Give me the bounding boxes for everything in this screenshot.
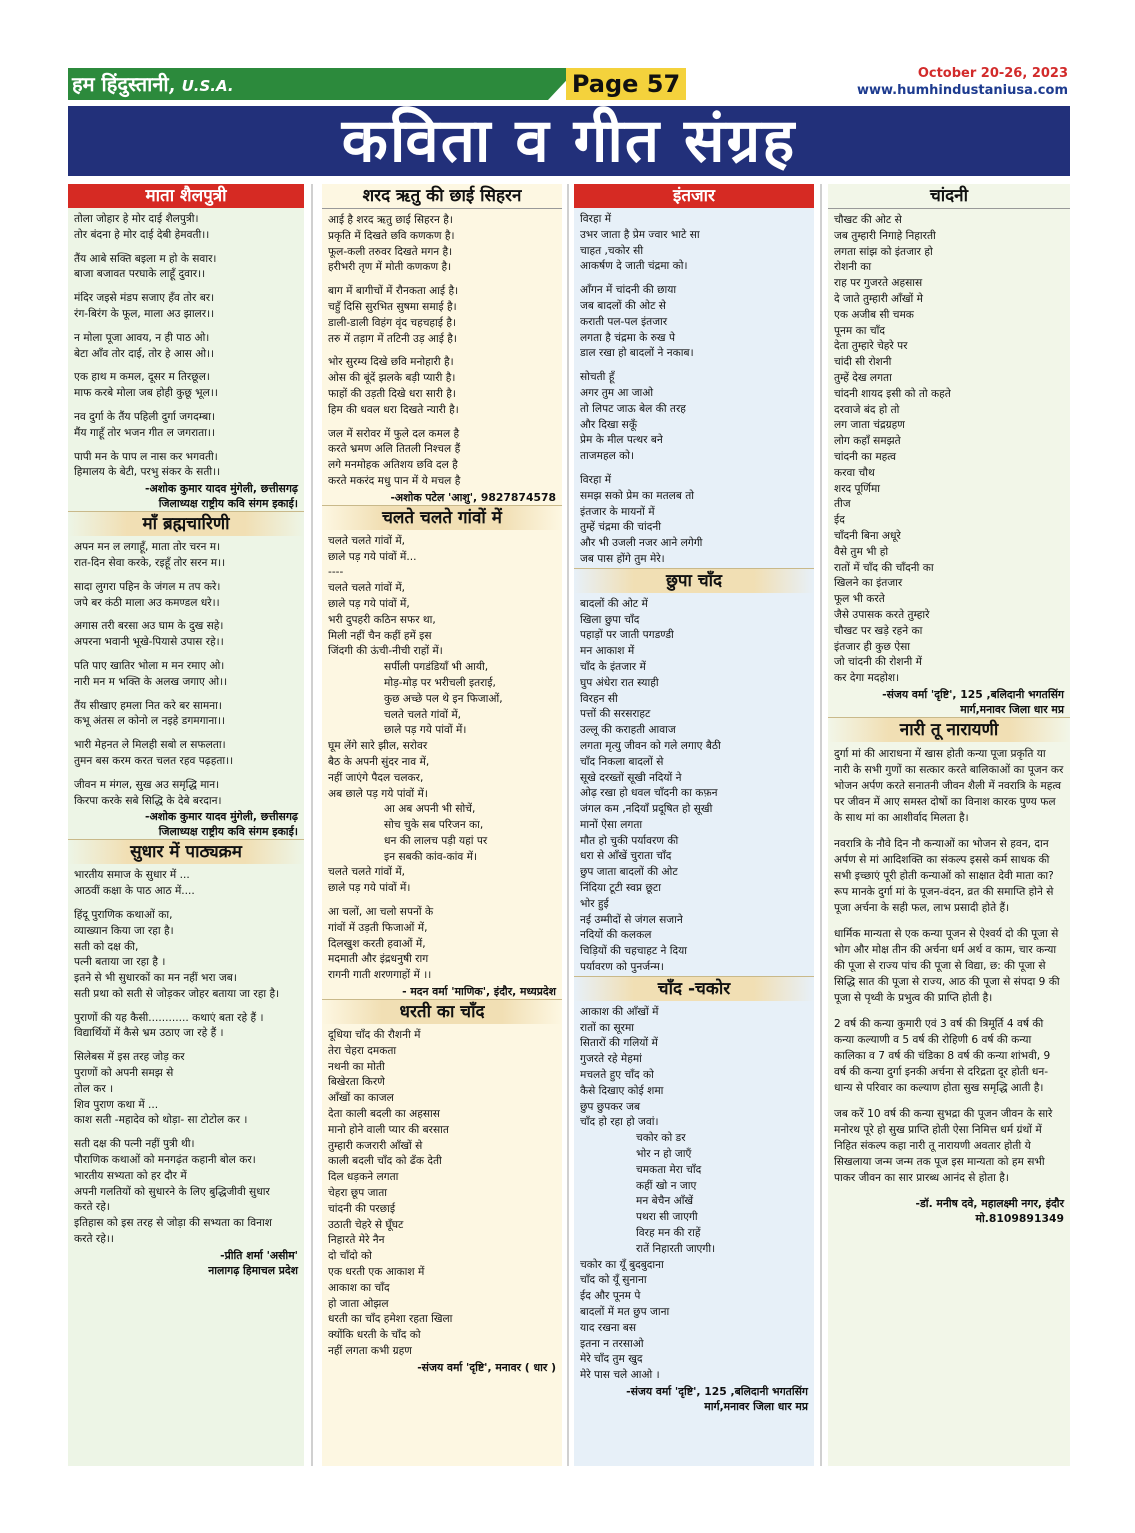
poem-line: बाजा बजावत परघाके लाहूँ दुवार।।: [74, 268, 206, 281]
poem-line: ओस की बूंदें झलके बड़ी प्यारी है।: [328, 372, 456, 385]
poem-line: ----: [328, 566, 344, 579]
poem-line: उल्लू की कराहती आवाज: [580, 724, 676, 737]
poem-line: [74, 323, 298, 331]
poem-line: अपन मन ल लगाहूँ, माता तोर चरन म।: [74, 541, 221, 554]
poem-line: कभू अंतस ल कोनो ल नइहे डगमगाना।।: [74, 715, 225, 728]
poem-line: भारी मेहनत ले मिलही सबो ल सफलता।: [74, 739, 226, 752]
poem-credit: नालागढ़ हिमाचल प्रदेश: [208, 1263, 298, 1277]
poem-line: गांवों में उड़ती फिजाओं में,: [328, 921, 428, 934]
poem-line: मन बेचैन आँखें: [636, 1195, 694, 1208]
column-1: [68, 184, 304, 1466]
poem-line: मंदिर जइसे मंडप सजाए हँव तोर बर।: [74, 292, 215, 305]
poem-line: भोर न हो जाएँ: [636, 1148, 692, 1161]
poem-line: फाहों की उड़ती दिखे धरा सारी है।: [328, 387, 456, 400]
poem-line: तेरा चेहरा दमकता: [328, 1044, 397, 1057]
poem-line: तैंय सीखाए हमला नित करे बर सामना।: [74, 699, 222, 712]
poem-line: करते रहे।।: [74, 1233, 114, 1246]
poem-body: [828, 213, 1070, 687]
poem-line: विद्यार्थियों में कैसे भ्रम उठाए जा रहे हैं ।: [74, 1027, 224, 1040]
poem-title: शरद ऋतु की छाई सिहरन: [322, 184, 562, 209]
poem-line: मानों ऐसा लगता: [580, 818, 643, 831]
poem-line: प्रकृति में दिखते छवि कणकण है।: [328, 229, 455, 242]
poem-line: आई है शरद ऋतु छाई सिहरन है।: [328, 214, 453, 226]
poem-line: हिमालय के बेटी, परभु संकर के सती।।: [74, 466, 221, 479]
article-paragraph: दुर्गा मां की आराधना में खास होती कन्या पूजा प्रकृति या नारी के सभी गुणों का सत्कार करते बालिकाओं का पूजन कर भोजन अर्पण करते सनातनी जीवन शैली में नवरात्रि के महत्व पर जीवन में आए समस्त दोषों का विनाश कारक पुण्य फल के साथ मां का आशीर्वाद मिलता है।: [834, 747, 1064, 824]
poem-line: सती को दक्ष की,: [74, 940, 139, 953]
poem-line: न मोला पूजा आवय, न ही पाठ ओ।: [74, 331, 210, 344]
poem-line: कैसे दिखाए कोई शमा: [580, 1084, 664, 1097]
poem-line: इन सबकी कांव-कांव में।: [384, 850, 477, 863]
poem-credit: -अशोक कुमार यादव मुंगेली, छत्तीसगढ़: [145, 482, 298, 496]
poem-line: जंगल कम ,नदियाँ प्रदूषित हो सूखी: [580, 803, 713, 816]
poem-line: [74, 900, 298, 908]
poem-line: कराती पल-पल इंतजार: [580, 315, 668, 328]
poem-line: आ अब अपनी भी सोचें,: [384, 803, 476, 816]
poem-line: व्याख्यान किया जा रहा है।: [74, 924, 174, 937]
website-link[interactable]: www.humhindustaniusa.com: [856, 83, 1068, 98]
poem-line: घूम लेंगे सारे झील, सरोवर: [328, 740, 428, 753]
poem-line: करते भ्रमण अलि तितली निश्चल हैं: [328, 443, 461, 456]
poem-line: सती प्रथा को सती से जोड़कर जोहर बताया जा रहा है।: [74, 987, 280, 1000]
poem-line: नदियों की कलकल: [580, 929, 652, 942]
brand-name: हम हिंदुस्तानी,: [72, 72, 176, 96]
poem-line: खिलने का इंतजार: [834, 577, 903, 590]
poem-line: चांदनी का महत्व: [834, 450, 896, 463]
poem-line: दो चाँदो को: [328, 1250, 372, 1263]
poem-body: [574, 1005, 814, 1384]
poem-line: तोल कर ।: [74, 1082, 114, 1095]
poem-line: चाहत ,चकोर सी: [580, 244, 644, 257]
poem-line: तो लिपट जाऊ बेल की तरह: [580, 402, 686, 415]
poem-line: और भी उजली नजर आने लगेगी: [580, 537, 703, 550]
poem-line: और दिखा सकूँ: [580, 418, 637, 431]
poem-line: पूनम का चाँद: [834, 324, 885, 337]
poem-line: जब बादलों की ओट से: [580, 299, 666, 312]
poem-line: मचलते हुए चाँद को: [580, 1069, 654, 1082]
poem-line: रातों का सूरमा: [580, 1021, 635, 1034]
poem-line: सोचती हूँ: [580, 371, 615, 384]
poem-line: इतिहास को इस तरह से जोड़ा की सभ्यता का विनाश: [74, 1217, 272, 1230]
poem-line: [74, 402, 298, 410]
article-paragraph: जब करें 10 वर्ष की कन्या सुभद्रा की पूजन जीवन के सारे मनोरथ पूरे हो सुख प्राप्ति होती ऐसा निमित्त धर्म ग्रंथों में निहित संकल्प कहा नारी तू नारायणी अवतार होती ये सिखलाया जन्म जन्म तक पूज इस मान्यता को हम सभी पाकर जीवन का सार प्रारब्ध आनंद से होता है।: [834, 1107, 1053, 1184]
poem-credit: -प्रीति शर्मा 'असीम': [220, 1248, 298, 1262]
poem-line: जपे बर कंठी माला अउ कमण्डल धरे।।: [74, 596, 220, 609]
poem-line: आकर्षण दे जाती चंद्रमा को।: [580, 260, 688, 273]
poem-line: राह पर गुजरते अहसास: [834, 277, 923, 290]
poem-line: [580, 465, 808, 473]
poem-line: रोशनी का: [834, 261, 872, 274]
column-divider: [311, 184, 313, 1466]
column-divider: [820, 184, 822, 1466]
poem-line: नई उम्मीदों से जंगल सजाने: [580, 913, 683, 926]
poem-line: विरह मन की राहें: [636, 1227, 701, 1240]
poem-line: विरहा में: [580, 213, 612, 225]
poem-line: मानो होने वाली प्यार की बरसात: [328, 1123, 449, 1136]
poem-line: नव दुर्गा के तैंय पहिली दुर्गा जगदम्बा।: [74, 410, 215, 423]
poem-line: चाँद को यूँ सुनाना: [580, 1274, 647, 1287]
poem-line: मैंय गाहूँ तोर भजन गीत ल जगराता।।: [74, 426, 215, 439]
poem-line: बिखेरता किरणे: [328, 1076, 385, 1089]
poem-line: एक अजीब सी चमक: [834, 308, 914, 321]
poem-line: पहाड़ों पर जाती पगडण्डी: [580, 629, 674, 642]
poem-line: माफ करबे मोला जब होही कुछू भूल।।: [74, 387, 218, 400]
poem-credit: मो.8109891349: [975, 1211, 1064, 1225]
poem-line: ईद: [834, 514, 845, 527]
page-number: Page 57: [566, 68, 686, 100]
poem-line: याद रखना बस: [580, 1321, 637, 1334]
poem-line: खिला छुपा चाँद: [580, 613, 640, 626]
poem-line: चलते चलते गांवों में,: [384, 708, 462, 721]
poem-line: चाँद के इंतजार में: [580, 660, 646, 673]
column-4: [828, 184, 1070, 1466]
poem-line: करते रहे।: [74, 1201, 110, 1214]
poem-body: [68, 868, 304, 1248]
poem-line: वैसे तुम भी हो: [834, 545, 889, 558]
poem-line: समझ सको प्रेम का मतलब तो: [580, 489, 695, 502]
poem-line: जीवन म मंगल, सुख अउ समृद्धि मान।: [74, 778, 220, 791]
poem-line: पथरा सी जाएगी: [636, 1211, 698, 1224]
poem-line: चेहरा छूप जाता: [328, 1187, 387, 1200]
poem-line: अपरना भवानी भूखे-पियासे उपास रहे।।: [74, 636, 224, 649]
poem-title: नारी तू नारायणी: [828, 717, 1070, 742]
poem-title: धरती का चाँद: [322, 999, 562, 1024]
poem-line: जल में सरोवर में फुले दल कमल है: [328, 427, 460, 440]
poem-line: [74, 1003, 298, 1011]
poem-line: हिंदू पुराणिक कथाओं का,: [74, 908, 173, 921]
poem-title: चलते चलते गांवों में: [322, 505, 562, 530]
poem-line: डाल रखा हो बादलों ने नकाब।: [580, 347, 694, 360]
poem-body: [322, 1028, 562, 1360]
poem-line: सिलेबस में इस तरह जोड़ कर: [74, 1051, 185, 1064]
poem-line: पौराणिक कथाओं को मनगढ़ंत कहानी बोल कर।: [74, 1154, 256, 1167]
newspaper-brand: [72, 70, 234, 97]
poem-credit: जिलाध्यक्ष राष्ट्रीय कवि संगम इकाई।: [158, 497, 298, 511]
poem-line: अपनी गलतियों को सुधारने के लिए बुद्धिजीवी सुधार: [74, 1185, 270, 1198]
poem-line: विरहन सी: [580, 692, 618, 705]
poem-line: आकाश की आँखों में: [580, 1005, 659, 1018]
poem-line: नथनी का मोती: [328, 1060, 385, 1073]
poem-line: पुराणों को अपनी समझ से: [74, 1067, 174, 1080]
poem-title: चांदनी: [828, 184, 1070, 209]
poem-line: तोला जोहार हे मोर दाई शैलपुत्री।: [74, 213, 199, 225]
poem-line: काली बदली चाँद को ढँक देती: [328, 1155, 442, 1168]
poem-line: ताजमहल को।: [580, 450, 635, 463]
poem-line: लगता सांझ को इंतजार हो: [834, 245, 933, 258]
poem-line: कुछ अच्छे पल थे इन फिजाओं,: [384, 692, 503, 705]
poem-line: इंतजार ही कुछ ऐसा: [834, 640, 910, 653]
poem-line: उठाती चेहरे से घूँघट: [328, 1218, 404, 1231]
poem-line: क्योंकि धरती के चाँद को: [328, 1329, 421, 1342]
brand-suffix: U.S.A.: [181, 77, 234, 95]
poem-line: दिल धड़कने लगता: [328, 1171, 399, 1184]
poem-line: करवा चौथ: [834, 466, 875, 479]
masthead: [68, 68, 1068, 100]
poem-line: रागनी गाती शरणगाहों में ।।: [328, 969, 432, 982]
poem-line: लगता मृत्यु जीवन को गले लगाए बैठी: [580, 739, 721, 752]
poem-line: चकोर का यूँ बुदबुदाना: [580, 1258, 664, 1271]
poem-body: [68, 540, 304, 809]
poem-line: सादा लुगरा पहिन के जंगल म तप करे।: [74, 580, 221, 593]
poem-line: पत्तों की सरसराहट: [580, 708, 651, 721]
poem-line: प्रेम के मील पत्थर बने: [580, 434, 663, 447]
poem-line: [74, 691, 298, 699]
poem-line: चौखट की ओट से: [834, 214, 902, 226]
poem-line: छाले पड़ गये पांवों में।: [328, 882, 411, 895]
poem-line: चहुँ दिसि सुरभित सुषमा समाई है।: [328, 300, 457, 313]
poem-line: पुराणों की यह कैसी............ कथाएं बता रहे हैं ।: [74, 1011, 264, 1024]
poem-line: [74, 572, 298, 580]
poem-line: फूल-कली तरुवर दिखते मगन है।: [328, 245, 453, 258]
poem-line: सितारों की गलियों में: [580, 1037, 658, 1050]
poem-line: चांदी सी रोशनी: [834, 356, 892, 369]
poem-line: चिड़ियों की चहचाहट ने दिया: [580, 945, 688, 958]
poem-line: तुमन बस करम करत चलत रहव पढ़हता।।: [74, 754, 234, 767]
poem-line: छुप जाता बादलों की ओट: [580, 866, 678, 879]
issue-date: October 20-26, 2023: [917, 66, 1068, 81]
poem-line: भारतीय सभ्यता को हर दौर में: [74, 1169, 187, 1182]
poem-line: बैठ के अपनी सुंदर नाव में,: [328, 755, 430, 768]
poem-line: मिली नहीं चैन कहीं हमें इस: [328, 629, 432, 642]
poem-line: छाले पड़ गये पांवों में...: [328, 550, 417, 563]
poem-line: इंतजार के मायनों में: [580, 505, 655, 518]
poem-line: भारतीय समाज के सुधार में ...: [74, 869, 190, 882]
poem-title: सुधार में पाठ्यक्रम: [68, 839, 304, 864]
article-paragraph: धार्मिक मान्यता से एक कन्या पूजन से ऐश्वर्य दो की पूजा से भोग और मोक्ष तीन की अर्चना धर्म अर्थ व काम, चार कन्या की पूजा से राज्य पांच की पूजा से विद्या, छ: की पूजा से सिद्धि सात की पूजा से राज्य, आठ की पूजा से संपदा 9 की पूजा से पृथ्वी के प्रभुत्व की प्राप्ति होती है।: [834, 927, 1060, 1004]
poem-line: गुजरते रहे मेहमां: [580, 1053, 642, 1066]
poem-line: [74, 1129, 298, 1137]
poem-body: [574, 212, 814, 568]
poem-line: काश सती -महादेव को थोड़ा- सा टोटोल कर ।: [74, 1114, 248, 1127]
poem-line: पति पाए खातिर भोला म मन रमाए ओ।: [74, 659, 225, 672]
poem-line: चाँदनी बिना अधूरे: [834, 529, 901, 542]
poem-line: बाग में बागीचों में रौनकता आई है।: [328, 285, 459, 298]
poem-line: नहीं जाएंगे पैदल चलकर,: [328, 771, 424, 784]
poem-line: मेरे पास चले आओ ।: [580, 1369, 660, 1382]
poem-line: मोड़-मोड़ पर भरीचली इतराई,: [384, 676, 496, 689]
poem-line: ईद और पूनम पे: [580, 1290, 641, 1303]
poem-line: दूधिया चाँद की रौशनी में: [328, 1029, 421, 1042]
poem-line: सोच चुके सब परिजन का,: [384, 819, 484, 832]
poem-line: [74, 611, 298, 619]
poem-line: रंग-बिरंग के फूल, माला अउ झालर।।: [74, 307, 215, 320]
poem-line: दे जाते तुम्हारी आँखों मे: [834, 292, 923, 305]
poem-line: [74, 651, 298, 659]
poem-line: कर देगा मदहोश।: [834, 672, 900, 685]
poem-line: भरी दुपहरी कठिन सफर था,: [328, 613, 436, 626]
poem-body: [322, 534, 562, 984]
poem-line: भोर हुई: [580, 897, 609, 910]
poem-line: [328, 276, 556, 284]
poem-line: हिम की धवल धरा दिखते न्यारी है।: [328, 403, 459, 416]
poem-line: देता तुम्हारे चेहरे पर: [834, 340, 908, 353]
poem-line: चांदनी शायद इसी को तो कहते: [834, 387, 951, 400]
poem-line: मदमाती और इंद्रधनुषी राग: [328, 953, 429, 966]
poem-line: अगर तुम आ जाओ: [580, 386, 654, 399]
poem-line: [74, 283, 298, 291]
poem-line: [580, 275, 808, 283]
poem-title: माँ ब्रह्मचारिणी: [68, 511, 304, 536]
poem-line: [74, 244, 298, 252]
poem-line: डाली-डाली विहंग वृंद चहचहाई है।: [328, 316, 456, 329]
poem-line: लोग कहाँ समझते: [834, 435, 901, 448]
poem-line: [74, 362, 298, 370]
poem-body: [68, 212, 304, 481]
poem-line: लगता है चंद्रमा के रुख पे: [580, 331, 675, 344]
poem-line: छाले पड़ गये पांवों में।: [384, 724, 467, 737]
poem-line: एक धरती एक आकाश में: [328, 1266, 425, 1279]
poem-title: इंतजार: [574, 184, 814, 208]
poem-line: पत्नी बताया जा रहा है ।: [74, 956, 166, 969]
poem-line: चमकता मेरा चाँद: [636, 1163, 702, 1176]
poem-line: चलते चलते गांवों में,: [328, 582, 406, 595]
poem-line: जिंदगी की ऊंची-नीची राहों में।: [328, 645, 443, 658]
poem-line: रातों में चाँद की चाँदनी का: [834, 561, 934, 574]
poem-line: पापी मन के पाप ल नास कर भगवती।: [74, 450, 218, 463]
poem-line: तोर बंदना हे मोर दाई देबी हेमवती।।: [74, 228, 210, 241]
poem-line: [328, 897, 556, 905]
poem-line: छाले पड़ गये पांवों में,: [328, 597, 410, 610]
poem-line: [328, 419, 556, 427]
poem-line: नहीं लगता कभी ग्रहण: [328, 1345, 412, 1357]
poem-line: तीज: [834, 498, 851, 511]
poem-line: नारी मन म भक्ति के अलख जगाए ओ।।: [74, 675, 228, 688]
poem-line: [580, 362, 808, 370]
poem-credit: -डॉ. मनीष दवे, महालक्ष्मी नगर, इंदौर: [915, 1196, 1064, 1210]
poem-credit: मार्ग,मनावर जिला धार मप्र: [960, 702, 1064, 716]
poem-line: धरती का चाँद हमेशा रहता खिला: [328, 1313, 453, 1326]
poem-body: [322, 213, 562, 490]
article-paragraph: 2 वर्ष की कन्या कुमारी एवं 3 वर्ष की त्रिमूर्ति 4 वर्ष की कन्या कल्याणी व 5 वर्ष की रोहिणी 6 वर्ष की कन्या कालिका व 7 वर्ष की चंडिका 8 वर्ष की कन्या शांभवी, 9 वर्ष की कन्या दुर्गा इनकी अर्चना से दरिद्रता दूर होती धन-धान्य से परिवार का कल्याण होता सुख समृद्धि आती है।: [834, 1017, 1051, 1094]
poem-line: बादलों में मत छुप जाना: [580, 1306, 670, 1318]
poem-line: उभर जाता है प्रेम ज्वार भाटे सा: [580, 228, 700, 241]
poem-line: जैसे उपासक करते तुम्हारे: [834, 608, 930, 621]
poem-title: माता शैलपुत्री: [68, 184, 304, 208]
poem-credit: -संजय वर्मा 'दृष्टि', 125 ,बलिदानी भगतसिंग: [626, 1384, 808, 1398]
poem-line: धन की लालच पड़ी यहां पर: [384, 834, 488, 847]
poem-line: तैंय आबे सक्ति बइला म हो के सवार।: [74, 252, 217, 265]
poem-line: मन आकाश में: [580, 645, 635, 658]
poem-line: निहारते मेरे नैन: [328, 1234, 385, 1247]
poem-line: आँखों का काजल: [328, 1092, 394, 1105]
poem-credit: -अशोक पटेल 'आशु', 9827874578: [390, 490, 556, 504]
poem-line: मेरे चाँद तुम खुद: [580, 1353, 643, 1366]
poem-line: विरहा में: [580, 473, 612, 486]
poem-line: आँगन में चांदनी की छाया: [580, 284, 677, 297]
poem-line: करते मकरंद मधु पान में ये मचल है: [328, 474, 461, 487]
poem-line: रात-दिन सेवा करके, रइहूँ तोर सरन म।।: [74, 556, 226, 569]
poem-line: शिव पुराण कथा में ...: [74, 1098, 159, 1111]
poem-line: [74, 770, 298, 778]
poem-line: तुम्हारी कजरारी आँखों से: [328, 1139, 423, 1152]
poem-line: आठवीं कक्षा के पाठ आठ में....: [74, 885, 195, 898]
section-banner: [68, 106, 1070, 176]
poem-line: दिलखुश करती हवाओं में,: [328, 937, 426, 950]
poem-line: तरु में तड़ाग में तटिनी उड़ आई है।: [328, 332, 457, 345]
section-title: कविता व गीत संग्रह: [341, 106, 797, 176]
poem-line: चौखट पर खड़े रहने का: [834, 624, 923, 637]
poem-line: धरा से आँखें चुराता चाँद: [580, 850, 672, 863]
poem-line: लगे मनमोहक अतिशय छवि दल है: [328, 459, 458, 472]
column-2: [322, 184, 562, 1466]
column-3: [574, 184, 814, 1466]
poem-line: घुप अंधेरा रात स्याही: [580, 676, 659, 689]
poem-line: मौत हो चुकी पर्यावरण की: [580, 834, 679, 847]
poem-line: तुम्हें देख लगता: [834, 371, 892, 384]
poem-line: सूखे दरख्तों सूखी नदियों ने: [580, 771, 682, 784]
poem-line: [74, 442, 298, 450]
poem-line: जब पास होंगे तुम मेरे।: [580, 552, 665, 565]
poem-line: देता काली बदली का अहसास: [328, 1108, 440, 1121]
poem-line: निंदिया टूटी स्वप्न छूटा: [580, 882, 661, 895]
poem-line: एक हाथ म कमल, दूसर म तिरछूल।: [74, 371, 210, 384]
poem-line: जब तुम्हारी निगाहे निहारती: [834, 229, 936, 242]
poem-line: [74, 730, 298, 738]
poem-line: आकाश का चाँद: [328, 1281, 390, 1294]
poem-line: शरद पूर्णिमा: [834, 482, 881, 495]
poem-line: हरीभरी तृण में मोती कणकण है।: [328, 261, 452, 274]
poem-body: [574, 597, 814, 976]
poem-title: चाँद -चकोर: [574, 976, 814, 1001]
poem-line: छुप छुपकर जब: [580, 1100, 640, 1113]
article-body: [828, 746, 1070, 1186]
column-divider: [567, 184, 569, 1466]
poem-line: अगास तरी बरसा अउ घाम के दुख सहे।: [74, 620, 224, 633]
poem-line: चाँद हो रहा हो जवां।: [580, 1116, 659, 1129]
poem-line: दरवाजे बंद हो तो: [834, 403, 900, 416]
poem-title: छुपा चाँद: [574, 568, 814, 593]
article-paragraph: नवरात्रि के नौवे दिन नौ कन्याओं का भोजन से हवन, दान अर्पण से मां आदिशक्ति का संकल्प इससे कर्म साधक की सभी इच्छाएं पूरी होती कन्याओं को साक्षात देवी माता का? रूप मानके दुर्गा मां के पूजन-वंदन, व्रत की समाप्ति होने से पूजा अर्चना के सही फल, लाभ प्रसादी होते हैं।: [834, 837, 1054, 914]
poem-line: कहीं खो न जाए: [636, 1179, 697, 1192]
poem-credit: - मदन वर्मा 'माणिक', इंदौर, मध्यप्रदेश: [402, 985, 556, 999]
poem-line: आ चलों, आ चलो सपनों के: [328, 906, 434, 919]
poem-line: भोर सुरम्य दिखे छवि मनोहारी है।: [328, 356, 454, 369]
poem-credit: -संजय वर्मा 'दृष्टि', मनावर ( धार ): [417, 1360, 556, 1374]
poem-line: सती दक्ष की पत्नी नहीं पुत्री थी।: [74, 1138, 195, 1151]
poem-credit: -संजय वर्मा 'दृष्टि', 125 ,बलिदानी भगतसिंग: [882, 687, 1064, 701]
poem-line: फूल भी करते: [834, 593, 885, 606]
poem-line: ओढ़ रखा हो धवल चाँदनी का कफ़न: [580, 787, 718, 800]
poem-line: जो चांदनी की रोशनी में: [834, 656, 922, 669]
poem-line: चकोर को डर: [636, 1132, 686, 1145]
poem-line: चाँद निकला बादलों से: [580, 755, 664, 768]
poem-line: [74, 1042, 298, 1050]
poem-credit: -अशोक कुमार यादव मुंगेली, छत्तीसगढ़: [145, 810, 298, 824]
poem-line: इतने से भी सुधारकों का मन नहीं भरा जब।: [74, 972, 237, 985]
poem-line: बेटा आँव तोर दाई, तोर हे आस ओ।।: [74, 347, 215, 360]
poem-line: लग जाता चंद्रग्रहण: [834, 419, 905, 432]
poem-line: सर्पीली पगडंडियाँ भी आयी,: [384, 661, 489, 674]
poem-line: चलते चलते गांवों में,: [328, 866, 406, 879]
poem-line: [328, 347, 556, 355]
poem-line: किरपा करके सबे सिद्धि के देबे बरदान।: [74, 794, 222, 807]
poem-line: तुम्हें चंद्रमा की चांदनी: [580, 521, 661, 534]
poem-line: हो जाता ओझल: [328, 1297, 389, 1310]
poem-line: इतना न तरसाओ: [580, 1337, 644, 1350]
poem-line: रातें निहारती जाएगी।: [636, 1242, 716, 1255]
poem-credit: मार्ग,मनावर जिला धार मप्र: [704, 1399, 808, 1413]
poem-line: अब छाले पड़ गये पांवों में।: [328, 787, 428, 800]
poem-line: चलते चलते गांवों में,: [328, 534, 406, 547]
poem-line: बादलों की ओट में: [580, 597, 648, 610]
poem-line: पर्यावरण को पुनर्जन्म।: [580, 961, 664, 974]
poem-credit: जिलाध्यक्ष राष्ट्रीय कवि संगम इकाई।: [158, 825, 298, 839]
poem-line: चांदनी की परछाई: [328, 1202, 396, 1215]
